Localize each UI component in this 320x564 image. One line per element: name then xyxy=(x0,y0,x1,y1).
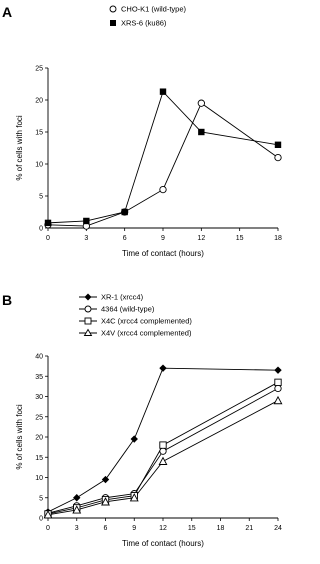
data-point-a-0 xyxy=(275,154,281,160)
data-point-a-1 xyxy=(160,88,166,94)
x-tick-label-b: 15 xyxy=(187,525,196,532)
markers-a xyxy=(45,88,281,229)
y-tick-label-a: 0 xyxy=(39,225,43,233)
data-point-b-1 xyxy=(160,448,166,454)
data-point-b-0 xyxy=(73,494,80,501)
legend-label-x4c: X4C (xrcc4 complemented) xyxy=(101,316,192,326)
markers-b xyxy=(44,364,281,518)
y-tick-label-b: 15 xyxy=(35,454,43,462)
x-tick-label-b: 18 xyxy=(216,525,225,532)
legend-marker-x4c xyxy=(85,318,91,324)
legend-marker-4364 xyxy=(85,306,91,312)
data-point-a-1 xyxy=(45,220,51,226)
y-tick-label-b: 20 xyxy=(35,434,43,442)
x-tick-label-b: 21 xyxy=(245,525,254,532)
data-point-b-0 xyxy=(274,366,281,373)
legend-marker-x4v xyxy=(85,330,92,336)
y-tick-label-b: 40 xyxy=(35,353,43,361)
data-point-b-0 xyxy=(102,476,109,483)
series-line-a-0 xyxy=(48,103,278,226)
legend-marker-cho-k1 xyxy=(110,6,116,12)
data-point-b-2 xyxy=(275,379,281,385)
y-tick-label-a: 10 xyxy=(35,161,43,169)
legend-label-cho-k1: CHO-K1 (wild-type) xyxy=(121,4,187,14)
y-tick-label-b: 0 xyxy=(39,515,43,523)
x-tick-label-b: 3 xyxy=(74,525,79,532)
legend-marker-xrs-6 xyxy=(110,20,116,26)
data-point-b-2 xyxy=(160,442,166,448)
legend-b xyxy=(79,293,192,338)
y-tick-label-b: 10 xyxy=(35,475,43,482)
legend-a xyxy=(110,5,187,28)
y-axis-title-b: % of cells with foci xyxy=(15,404,24,470)
y-tick-label-a: 15 xyxy=(35,129,43,137)
x-tick-label-a: 12 xyxy=(197,235,206,242)
data-point-b-3 xyxy=(274,397,281,404)
axes-b xyxy=(35,354,282,533)
x-tick-label-a: 0 xyxy=(46,235,50,242)
y-tick-label-b: 5 xyxy=(39,495,43,503)
x-tick-label-a: 15 xyxy=(235,235,244,242)
data-point-a-1 xyxy=(275,142,281,148)
x-axis-title-a: Time of contact (hours) xyxy=(122,249,204,258)
y-tick-label-a: 5 xyxy=(39,193,43,201)
y-axis-title-a: % of cells with foci xyxy=(15,115,24,181)
x-tick-label-b: 12 xyxy=(159,525,167,532)
data-point-b-3 xyxy=(159,458,166,465)
y-tick-label-b: 25 xyxy=(35,414,43,422)
y-tick-label-a: 20 xyxy=(35,97,43,105)
x-axis-title-b: Time of contact (hours) xyxy=(122,539,204,548)
legend-label-x4v: X4V (xrcc4 complemented) xyxy=(101,328,192,338)
data-point-a-0 xyxy=(160,186,166,192)
x-tick-label-a: 3 xyxy=(84,235,89,242)
series-line-b-0 xyxy=(48,368,278,512)
x-tick-label-a: 18 xyxy=(274,235,282,242)
legend-marker-xr-1 xyxy=(85,294,92,301)
y-tick-label-b: 30 xyxy=(35,394,43,401)
axes-a xyxy=(35,66,282,243)
x-tick-label-a: 6 xyxy=(122,235,127,242)
panel-label-a: A xyxy=(2,4,13,20)
data-point-a-1 xyxy=(83,218,89,224)
lines-a xyxy=(48,92,278,226)
x-tick-label-b: 6 xyxy=(103,525,108,532)
series-line-a-1 xyxy=(48,92,278,223)
legend-label-xrs-6: XRS-6 (ku86) xyxy=(121,18,167,28)
x-tick-label-a: 9 xyxy=(161,235,165,242)
data-point-a-1 xyxy=(198,129,204,135)
data-point-b-1 xyxy=(275,385,281,391)
x-tick-label-b: 24 xyxy=(274,525,282,532)
y-tick-label-a: 25 xyxy=(35,65,43,73)
panel-label-b: B xyxy=(2,292,13,308)
legend-label-xr-1: XR-1 (xrcc4) xyxy=(101,292,144,302)
legend-label-4364: 4364 (wild-type) xyxy=(101,304,155,314)
x-tick-label-b: 0 xyxy=(46,525,50,532)
x-tick-label-b: 9 xyxy=(132,525,137,532)
data-point-b-0 xyxy=(131,435,138,442)
y-tick-label-b: 35 xyxy=(35,373,43,381)
data-point-a-1 xyxy=(121,209,127,215)
data-point-a-0 xyxy=(198,100,204,106)
data-point-b-0 xyxy=(159,364,166,371)
